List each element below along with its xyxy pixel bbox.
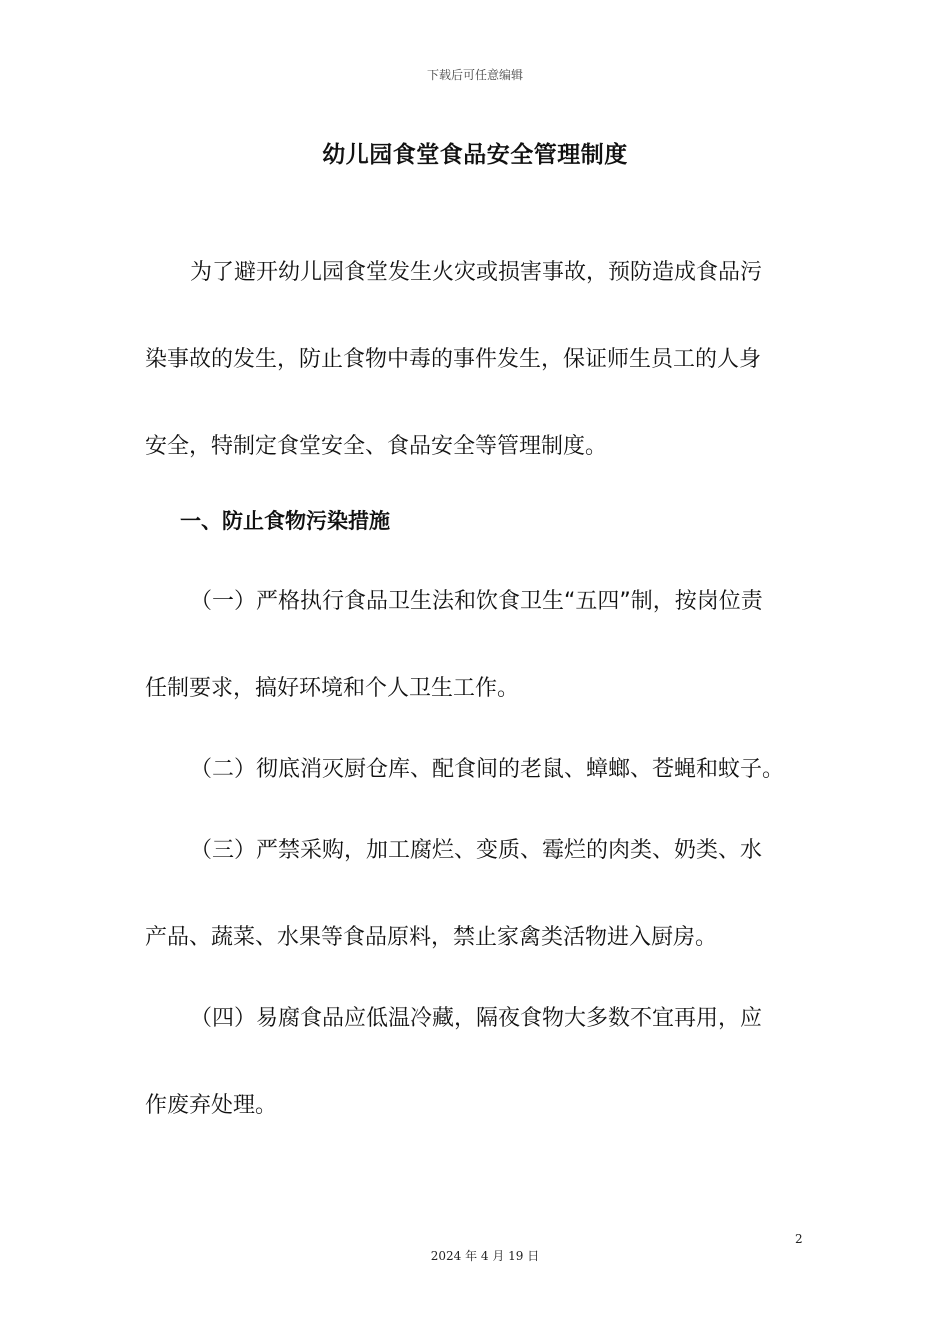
paragraph-intro-line-2: 染事故的发生，防止食物中毒的事件发生，保证师生员工的人身 bbox=[145, 347, 762, 372]
item-3-line-2: 产品、蔬菜、水果等食品原料，禁止家禽类活物进入厨房。 bbox=[145, 925, 718, 950]
header-note: 下载后可任意编辑 bbox=[426, 68, 523, 82]
section-heading: 一、防止食物污染措施 bbox=[180, 509, 390, 533]
item-1-line-1: （一）严格执行食品卫生法和饮食卫生“五四”制，按岗位责 bbox=[190, 589, 763, 614]
paragraph-intro-line-1: 为了避开幼儿园食堂发生火灾或损害事故，预防造成食品污 bbox=[190, 260, 763, 285]
item-4-line-1: （四）易腐食品应低温冷藏，隔夜食物大多数不宜再用，应 bbox=[190, 1006, 763, 1031]
footer-date: 2024 年 4 月 19 日 bbox=[430, 1249, 540, 1263]
item-1-line-2: 任制要求，搞好环境和个人卫生工作。 bbox=[145, 676, 520, 701]
page-number: 2 bbox=[795, 1232, 803, 1246]
paragraph-intro-line-3: 安全，特制定食堂安全、食品安全等管理制度。 bbox=[145, 434, 608, 459]
item-4-line-2: 作废弃处理。 bbox=[145, 1093, 278, 1118]
document-title: 幼儿园食堂食品安全管理制度 bbox=[322, 142, 628, 168]
item-3-line-1: （三）严禁采购，加工腐烂、变质、霉烂的肉类、奶类、水 bbox=[190, 838, 763, 863]
item-2-line-1: （二）彻底消灭厨仓库、配食间的老鼠、蟑螂、苍蝇和蚊子。 bbox=[190, 757, 785, 782]
